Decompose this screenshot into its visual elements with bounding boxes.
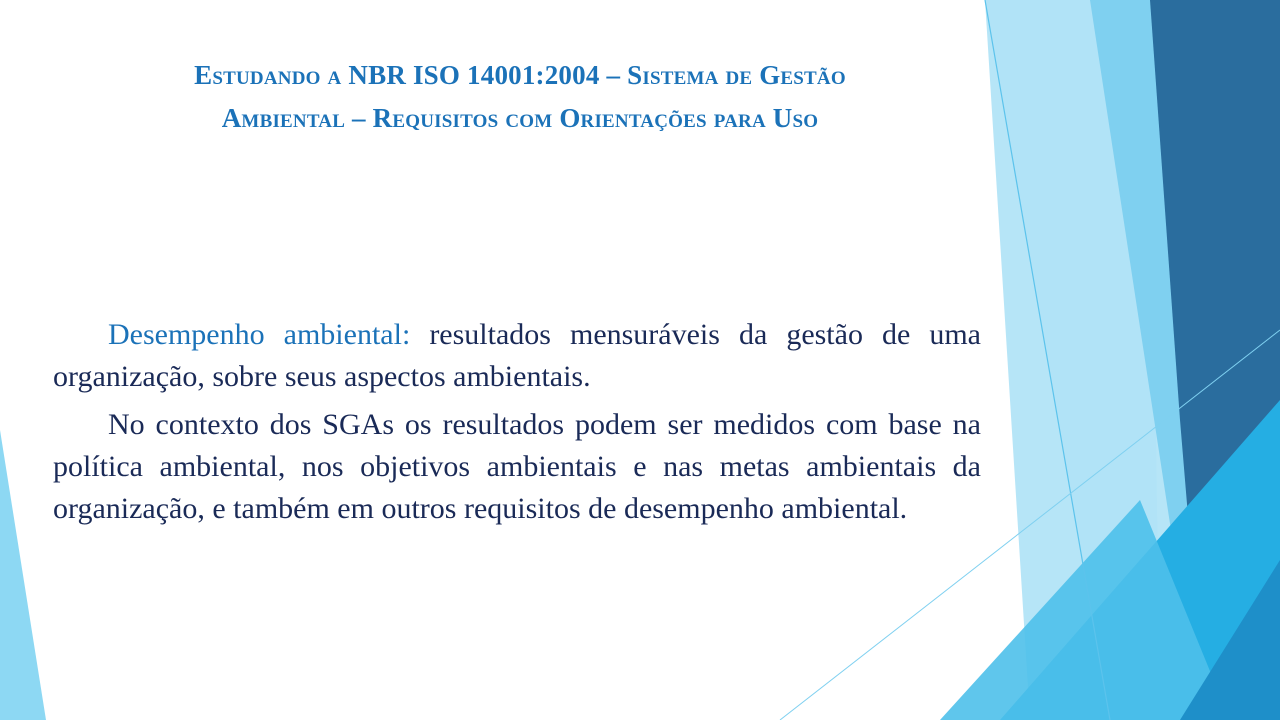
definition-text: resultados mensuráveis da gestão de uma organização, sobre seus aspectos ambientais. bbox=[53, 318, 981, 393]
title-line-1: Estudando a NBR ISO 14001:2004 – Sistema de Gestão bbox=[194, 60, 846, 90]
title-line-2: Ambiental – Requisitos com Orientações para Uso bbox=[221, 103, 819, 133]
slide-body bbox=[53, 314, 981, 536]
paragraph-definition bbox=[53, 314, 981, 398]
left-sliver bbox=[0, 430, 46, 720]
definition-term: Desempenho ambiental: bbox=[108, 318, 411, 351]
slide-title bbox=[40, 54, 1000, 140]
paragraph-context: No contexto dos SGAs os resultados podem ser medidos com base na política ambiental, nos objetivos ambientais e nas metas ambientais da organização, e também em outros requisitos de desempenho ambiental. bbox=[53, 408, 981, 525]
